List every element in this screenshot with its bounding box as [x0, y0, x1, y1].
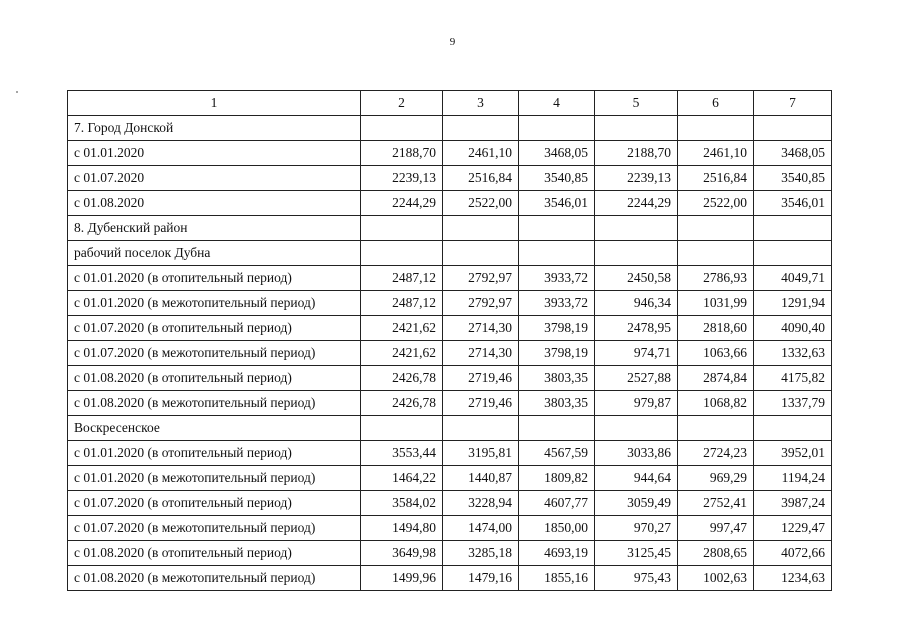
- table-cell: 2818,60: [678, 316, 754, 341]
- table-row: [68, 366, 832, 391]
- table-row: [68, 266, 832, 291]
- table-cell: [443, 241, 519, 266]
- table-cell: 1002,63: [678, 566, 754, 591]
- table-cell: 2239,13: [361, 166, 443, 191]
- column-header: 3: [443, 91, 519, 116]
- table-cell: 1337,79: [754, 391, 832, 416]
- table-cell: 2874,84: [678, 366, 754, 391]
- table-cell: [519, 241, 595, 266]
- row-label: с 01.01.2020 (в отопительный период): [68, 266, 361, 291]
- table-cell: 2239,13: [595, 166, 678, 191]
- tariff-table: [67, 90, 832, 591]
- table-cell: 3553,44: [361, 441, 443, 466]
- table-cell: [678, 116, 754, 141]
- table-cell: 3933,72: [519, 266, 595, 291]
- row-label: Воскресенское: [68, 416, 361, 441]
- row-label: с 01.08.2020 (в межотопительный период): [68, 566, 361, 591]
- table-cell: 1332,63: [754, 341, 832, 366]
- table-cell: 2714,30: [443, 341, 519, 366]
- table-cell: 1234,63: [754, 566, 832, 591]
- row-label: с 01.07.2020 (в межотопительный период): [68, 516, 361, 541]
- table-cell: 979,87: [595, 391, 678, 416]
- table-cell: 3195,81: [443, 441, 519, 466]
- table-cell: 1068,82: [678, 391, 754, 416]
- table-cell: 2719,46: [443, 391, 519, 416]
- table-cell: 2752,41: [678, 491, 754, 516]
- table-cell: 2244,29: [361, 191, 443, 216]
- table-cell: 970,27: [595, 516, 678, 541]
- table-cell: [361, 241, 443, 266]
- table-row: [68, 216, 832, 241]
- table-cell: 2421,62: [361, 341, 443, 366]
- table-cell: [595, 116, 678, 141]
- table-cell: [678, 241, 754, 266]
- table-cell: 2516,84: [678, 166, 754, 191]
- row-label: с 01.08.2020 (в межотопительный период): [68, 391, 361, 416]
- table-header-row: [68, 91, 832, 116]
- row-label: с 01.07.2020 (в отопительный период): [68, 491, 361, 516]
- table-cell: 2792,97: [443, 266, 519, 291]
- column-header: 5: [595, 91, 678, 116]
- column-header: 1: [68, 91, 361, 116]
- table-cell: 3933,72: [519, 291, 595, 316]
- table-cell: [361, 416, 443, 441]
- table-cell: 3803,35: [519, 366, 595, 391]
- table-cell: 975,43: [595, 566, 678, 591]
- table-cell: [443, 116, 519, 141]
- table-cell: 3059,49: [595, 491, 678, 516]
- row-label: с 01.07.2020 (в межотопительный период): [68, 341, 361, 366]
- table-cell: [443, 416, 519, 441]
- table-row: [68, 191, 832, 216]
- table-cell: 1291,94: [754, 291, 832, 316]
- table-row: [68, 566, 832, 591]
- table-row: [68, 491, 832, 516]
- table-row: [68, 141, 832, 166]
- table-cell: [519, 216, 595, 241]
- table-cell: 1194,24: [754, 466, 832, 491]
- row-label: с 01.01.2020 (в отопительный период): [68, 441, 361, 466]
- table-cell: 3546,01: [754, 191, 832, 216]
- scan-speck: [16, 91, 18, 93]
- table-row: [68, 166, 832, 191]
- table-cell: 974,71: [595, 341, 678, 366]
- row-label: с 01.01.2020 (в межотопительный период): [68, 466, 361, 491]
- table-cell: [361, 116, 443, 141]
- row-label: с 01.08.2020 (в отопительный период): [68, 366, 361, 391]
- table-cell: 2527,88: [595, 366, 678, 391]
- table-cell: 2714,30: [443, 316, 519, 341]
- table-cell: 2522,00: [443, 191, 519, 216]
- table-cell: 2478,95: [595, 316, 678, 341]
- table-cell: 1494,80: [361, 516, 443, 541]
- row-label: с 01.08.2020 (в отопительный период): [68, 541, 361, 566]
- table-row: [68, 391, 832, 416]
- table-cell: 4175,82: [754, 366, 832, 391]
- row-label: 8. Дубенский район: [68, 216, 361, 241]
- row-label: с 01.07.2020 (в отопительный период): [68, 316, 361, 341]
- row-label: с 01.01.2020: [68, 141, 361, 166]
- table-cell: 4072,66: [754, 541, 832, 566]
- row-label: с 01.07.2020: [68, 166, 361, 191]
- table-cell: 1063,66: [678, 341, 754, 366]
- table-cell: [595, 216, 678, 241]
- table-cell: 3540,85: [754, 166, 832, 191]
- table-cell: 1474,00: [443, 516, 519, 541]
- table-cell: 3649,98: [361, 541, 443, 566]
- table-cell: 3987,24: [754, 491, 832, 516]
- table-cell: 1229,47: [754, 516, 832, 541]
- table-cell: 1850,00: [519, 516, 595, 541]
- table-cell: 2461,10: [678, 141, 754, 166]
- table-cell: 4693,19: [519, 541, 595, 566]
- table-cell: 946,34: [595, 291, 678, 316]
- table-cell: [754, 241, 832, 266]
- table-cell: 3468,05: [754, 141, 832, 166]
- table-cell: 1479,16: [443, 566, 519, 591]
- table-cell: 2808,65: [678, 541, 754, 566]
- table-cell: [519, 116, 595, 141]
- column-header: 4: [519, 91, 595, 116]
- table-cell: 3540,85: [519, 166, 595, 191]
- table-row: [68, 291, 832, 316]
- table-cell: 2188,70: [595, 141, 678, 166]
- table-row: [68, 541, 832, 566]
- table-cell: 2487,12: [361, 291, 443, 316]
- table-cell: 944,64: [595, 466, 678, 491]
- table-cell: 1855,16: [519, 566, 595, 591]
- table-cell: 2719,46: [443, 366, 519, 391]
- row-label: с 01.01.2020 (в межотопительный период): [68, 291, 361, 316]
- table-cell: 2244,29: [595, 191, 678, 216]
- table-cell: 3546,01: [519, 191, 595, 216]
- table-row: [68, 466, 832, 491]
- table-cell: 2522,00: [678, 191, 754, 216]
- table-row: [68, 441, 832, 466]
- table-cell: 2724,23: [678, 441, 754, 466]
- table-cell: [361, 216, 443, 241]
- table-cell: 3125,45: [595, 541, 678, 566]
- table-cell: [678, 416, 754, 441]
- table-cell: [754, 416, 832, 441]
- table-cell: 2450,58: [595, 266, 678, 291]
- table-cell: 2426,78: [361, 366, 443, 391]
- table-cell: [595, 241, 678, 266]
- table-cell: [595, 416, 678, 441]
- table-cell: 3952,01: [754, 441, 832, 466]
- table-cell: [754, 116, 832, 141]
- table-cell: 1464,22: [361, 466, 443, 491]
- table-row: [68, 241, 832, 266]
- table-cell: 2516,84: [443, 166, 519, 191]
- table-cell: 2487,12: [361, 266, 443, 291]
- column-header: 7: [754, 91, 832, 116]
- row-label: с 01.08.2020: [68, 191, 361, 216]
- table-cell: 3798,19: [519, 316, 595, 341]
- table-cell: 4567,59: [519, 441, 595, 466]
- table-cell: 3033,86: [595, 441, 678, 466]
- table-cell: 4049,71: [754, 266, 832, 291]
- table-cell: 1809,82: [519, 466, 595, 491]
- table-cell: 4607,77: [519, 491, 595, 516]
- table-cell: [678, 216, 754, 241]
- table-cell: 969,29: [678, 466, 754, 491]
- table-cell: 2792,97: [443, 291, 519, 316]
- table-cell: 4090,40: [754, 316, 832, 341]
- page-number: 9: [449, 36, 456, 48]
- table-cell: 3285,18: [443, 541, 519, 566]
- table-cell: 3803,35: [519, 391, 595, 416]
- table-cell: 997,47: [678, 516, 754, 541]
- row-label: рабочий поселок Дубна: [68, 241, 361, 266]
- table-cell: 2421,62: [361, 316, 443, 341]
- table-cell: 2188,70: [361, 141, 443, 166]
- table-row: [68, 116, 832, 141]
- table-cell: 3228,94: [443, 491, 519, 516]
- table-row: [68, 416, 832, 441]
- column-header: 2: [361, 91, 443, 116]
- table-cell: [443, 216, 519, 241]
- table-cell: 2461,10: [443, 141, 519, 166]
- table-cell: 1499,96: [361, 566, 443, 591]
- table-body: [68, 116, 832, 591]
- table-cell: 1031,99: [678, 291, 754, 316]
- table-row: [68, 341, 832, 366]
- table-cell: 3468,05: [519, 141, 595, 166]
- table-cell: 1440,87: [443, 466, 519, 491]
- table-row: [68, 516, 832, 541]
- table-cell: 2786,93: [678, 266, 754, 291]
- table-cell: [754, 216, 832, 241]
- row-label: 7. Город Донской: [68, 116, 361, 141]
- table-cell: 3584,02: [361, 491, 443, 516]
- table-cell: [519, 416, 595, 441]
- column-header: 6: [678, 91, 754, 116]
- table-row: [68, 316, 832, 341]
- table-cell: 3798,19: [519, 341, 595, 366]
- table-cell: 2426,78: [361, 391, 443, 416]
